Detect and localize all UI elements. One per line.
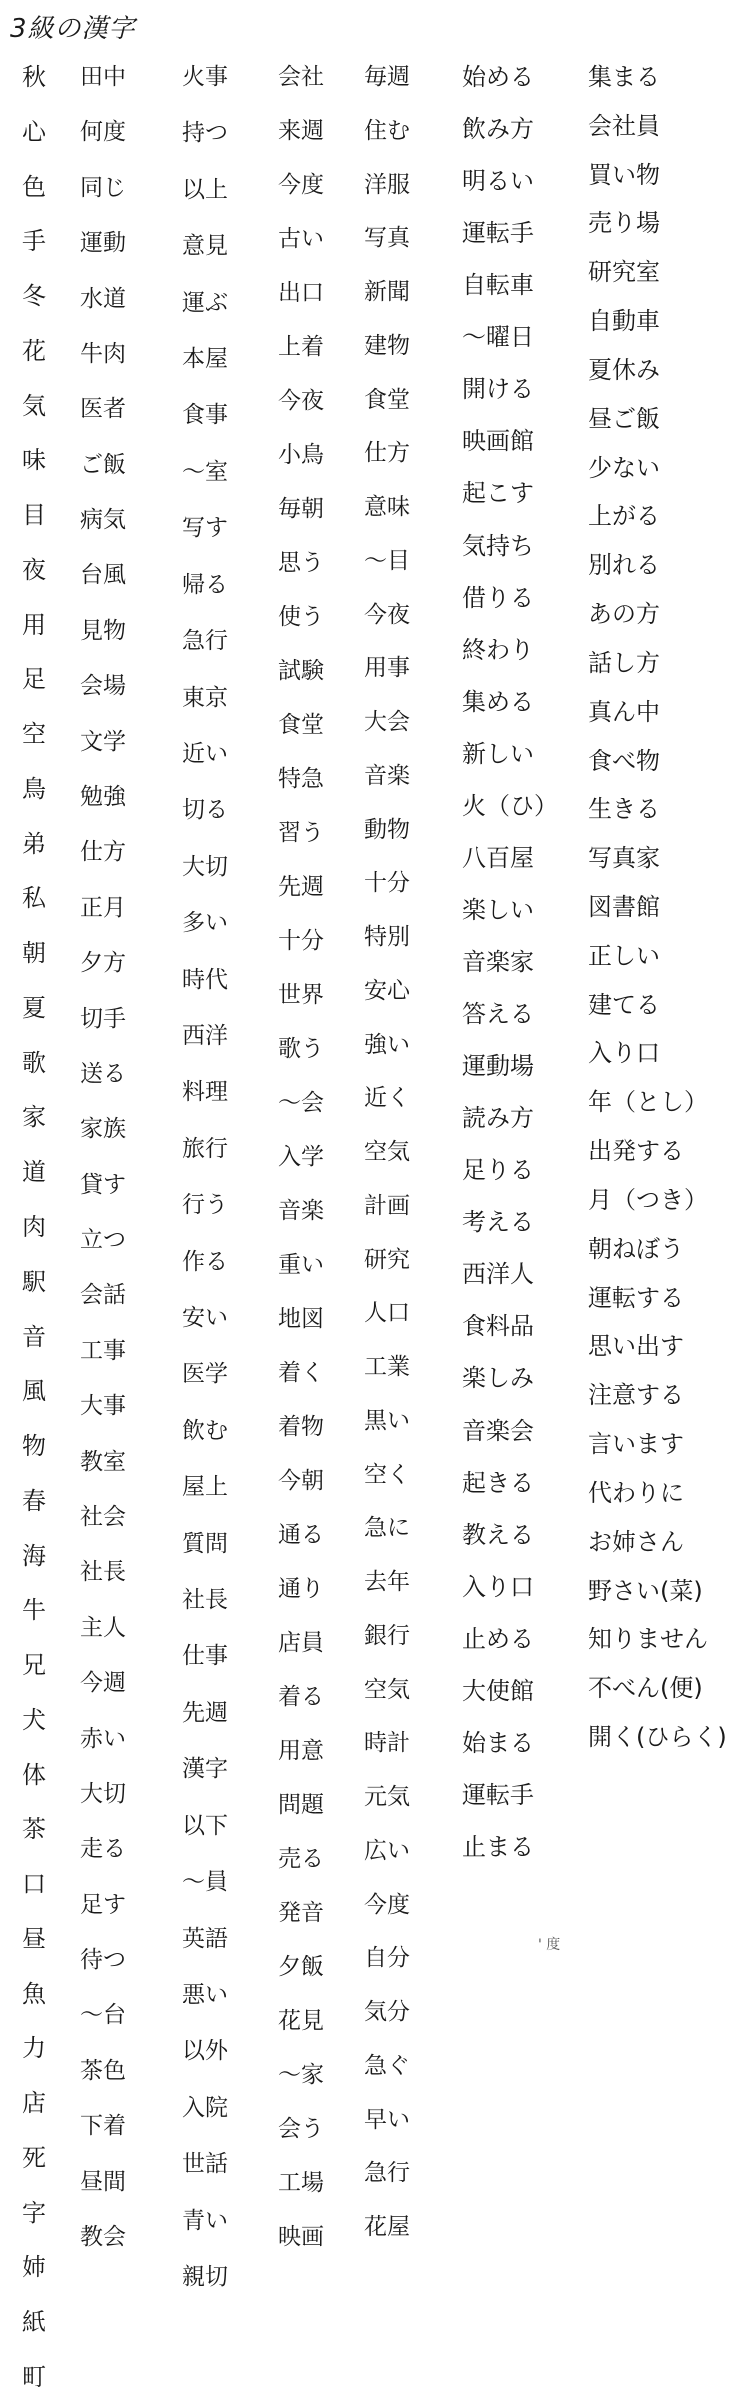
vocab-item: 話し方 [588,649,660,677]
vocab-item: 意味 [364,494,410,520]
vocab-item: 作る [182,1249,228,1275]
vocab-item: 会話 [80,1282,126,1308]
vocab-item: ～員 [182,1869,228,1895]
vocab-item: 歌 [22,1049,46,1077]
vocab-item: 早い [364,2107,410,2133]
vocab-item: 勉強 [80,784,126,810]
vocab-item: ～会 [278,1090,324,1116]
vocab-item: 花屋 [364,2214,410,2240]
vocab-item: 家 [22,1103,46,1131]
vocab-item: 火（ひ） [462,792,558,820]
vocab-item: 駅 [22,1268,46,1296]
vocab-item: 空 [22,720,46,748]
vocab-item: 運動場 [462,1052,534,1080]
vocab-item: 今週 [80,1670,126,1696]
vocab-item: 料理 [182,1079,228,1105]
vocab-item: 夕方 [80,950,126,976]
vocab-item: 色 [22,173,46,201]
vocab-item: 以上 [182,177,228,203]
vocab-item: 十分 [278,928,324,954]
vocab-item: 味 [22,446,46,474]
vocab-item: 急ぐ [364,2053,410,2079]
vocab-item: 入院 [182,2095,228,2121]
vocab-item: ～曜日 [462,323,534,351]
vocab-item: 通り [278,1576,324,1602]
vocab-item: 飲み方 [462,115,534,143]
vocab-item: 英語 [182,1926,228,1952]
vocab-item: 今夜 [278,388,324,414]
vocab-item: 出発する [588,1137,684,1165]
vocab-item: 医者 [80,396,126,422]
vocab-item: 食べ物 [588,747,660,775]
vocab-item: 目 [22,501,46,529]
vocab-item: 動物 [364,817,410,843]
vocab-item: 言います [588,1430,684,1458]
vocab-item: 待つ [80,1947,126,1973]
vocab-item: 下着 [80,2113,126,2139]
vocab-item: 運転する [588,1284,684,1312]
vocab-item: 重い [278,1252,324,1278]
vocab-item: 住む [364,118,410,144]
vocab-item: 弟 [22,830,46,858]
vocab-item: 口 [22,1870,46,1898]
vocab-item: 西洋 [182,1023,228,1049]
vocab-item: ご飯 [80,452,126,478]
vocab-item: 会社 [278,64,324,90]
vocab-item: 赤い [80,1726,126,1752]
vocab-item: 同じ [80,175,126,201]
vocab-item: 教室 [80,1449,126,1475]
vocab-item: 音楽家 [462,948,534,976]
vocab-item: 元気 [364,1784,410,1810]
vocab-item: 年（とし） [588,1088,708,1116]
vocab-item: 工場 [278,2170,324,2196]
vocab-item: 用事 [364,655,410,681]
vocab-item: 集まる [588,63,660,91]
vocab-item: 音楽 [278,1198,324,1224]
vocab-item: 意見 [182,233,228,259]
vocab-item: 八百屋 [462,844,534,872]
vocab-item: 今朝 [278,1468,324,1494]
vocab-item: 秋 [22,63,46,91]
vocab-item: 仕事 [182,1643,228,1669]
vocab-item: 大切 [182,854,228,880]
vocab-item: 急行 [364,2160,410,2186]
vocab-item: 空く [364,1462,410,1488]
vocab-item: 代わりに [588,1479,684,1507]
vocab-item: 風 [22,1377,46,1405]
vocab-item: 急行 [182,628,228,654]
vocab-item: 食料品 [462,1312,534,1340]
vocab-item: 写真 [364,225,410,251]
vocab-item: 字 [22,2199,46,2227]
vocab-item: 止まる [462,1833,534,1861]
vocab-item: 使う [278,604,324,630]
vocab-item: 借りる [462,584,534,612]
vocab-item: 新しい [462,740,534,768]
vocab-item: 本屋 [182,346,228,372]
vocab-item: 主人 [80,1615,126,1641]
vocab-item: 起きる [462,1469,534,1497]
vocab-item: 見物 [80,618,126,644]
vocab-item: 大事 [80,1393,126,1419]
vocab-item: 用意 [278,1738,324,1764]
vocab-item: 食堂 [364,387,410,413]
vocab-item: 新聞 [364,279,410,305]
vocab-item: 牛肉 [80,341,126,367]
vocab-item: 黒い [364,1408,410,1434]
vocab-item: 会う [278,2116,324,2142]
vocab-item: 不べん(便) [588,1674,703,1702]
vocab-item: 洋服 [364,172,410,198]
vocab-item: 牛 [22,1596,46,1624]
vocab-item: 多い [182,910,228,936]
vocab-item: 去年 [364,1569,410,1595]
vocab-item: 物 [22,1432,46,1460]
page-title: 3級の漢字 [10,14,136,44]
vocab-item: 十分 [364,870,410,896]
vocab-item: 時計 [364,1730,410,1756]
vocab-item: 別れる [588,551,660,579]
vocab-item: 来週 [278,118,324,144]
vocab-item: 気 [22,392,46,420]
vocab-item: 映画館 [462,427,534,455]
vocab-item: 西洋人 [462,1260,534,1288]
vocab-item: 始める [462,63,534,91]
vocab-item: 青い [182,2208,228,2234]
vocab-item: 近く [364,1085,410,1111]
vocab-item: 気分 [364,1999,410,2025]
vocab-item: 思う [278,550,324,576]
vocab-item: 人口 [364,1300,410,1326]
vocab-item: 大使館 [462,1677,534,1705]
vocab-item: 着物 [278,1414,324,1440]
vocab-item: ～目 [364,548,410,574]
vocab-item: 起こす [462,479,534,507]
vocab-item: 力 [22,2034,46,2062]
vocab-item: 急に [364,1515,410,1541]
vocab-item: 開ける [462,375,534,403]
vocab-item: 上がる [588,502,660,530]
vocab-item: 社長 [80,1559,126,1585]
vocab-item: 私 [22,884,46,912]
vocab-item: 月（つき） [588,1186,708,1214]
vocab-item: 火事 [182,64,228,90]
vocab-item: 用 [22,611,46,639]
stray-mark: ' 度 [538,1937,561,1953]
vocab-item: 東京 [182,685,228,711]
vocab-item: 先週 [182,1700,228,1726]
vocab-item: 正月 [80,895,126,921]
vocab-item: 時代 [182,967,228,993]
vocab-item: 今夜 [364,602,410,628]
vocab-item: 野さい(菜) [588,1577,703,1605]
vocab-item: 道 [22,1158,46,1186]
vocab-item: 集める [462,688,534,716]
vocab-item: 会場 [80,673,126,699]
vocab-item: 通る [278,1522,324,1548]
vocab-item: 先週 [278,874,324,900]
vocab-item: 以外 [182,2038,228,2064]
vocab-item: 世界 [278,982,324,1008]
vocab-item: 安い [182,1305,228,1331]
vocab-item: 自転車 [462,271,534,299]
vocab-item: 習う [278,820,324,846]
vocab-item: 肉 [22,1213,46,1241]
vocab-item: 安心 [364,978,410,1004]
vocab-item: 正しい [588,942,660,970]
vocab-item: 冬 [22,282,46,310]
vocab-item: 足す [80,1892,126,1918]
vocab-item: 毎朝 [278,496,324,522]
vocab-item: 体 [22,1761,46,1789]
vocab-item: 田中 [80,64,126,90]
vocab-item: 自分 [364,1945,410,1971]
vocab-item: 教会 [80,2224,126,2250]
vocab-item: 写真家 [588,844,660,872]
vocab-item: 店員 [278,1630,324,1656]
vocab-item: 入り口 [462,1573,534,1601]
vocab-item: 貸す [80,1172,126,1198]
vocab-item: 研究室 [588,258,660,286]
vocab-item: 夜 [22,556,46,584]
vocab-item: 自動車 [588,307,660,335]
vocab-item: 音楽 [364,763,410,789]
vocab-item: 犬 [22,1706,46,1734]
vocab-item: 心 [22,118,46,146]
vocab-item: 食事 [182,402,228,428]
vocab-item: 漢字 [182,1756,228,1782]
vocab-item: 家族 [80,1116,126,1142]
vocab-item: 着る [278,1684,324,1710]
vocab-item: 音楽会 [462,1417,534,1445]
vocab-item: 工業 [364,1354,410,1380]
vocab-item: 運転手 [462,219,534,247]
vocab-item: 着く [278,1360,324,1386]
vocab-item: 上着 [278,334,324,360]
vocab-item: 入り口 [588,1039,660,1067]
vocab-item: 持つ [182,120,228,146]
vocab-item: 町 [22,2363,46,2391]
vocab-item: 気持ち [462,532,534,560]
vocab-item: 紙 [22,2308,46,2336]
vocab-item: 建てる [588,991,660,1019]
vocab-item: 大切 [80,1781,126,1807]
vocab-item: 死 [22,2144,46,2172]
vocab-item: 運動 [80,230,126,256]
vocab-item: 真ん中 [588,698,660,726]
vocab-item: 水道 [80,286,126,312]
vocab-item: 楽しみ [462,1364,534,1392]
vocab-item: 読み方 [462,1104,534,1132]
vocab-item: 質問 [182,1531,228,1557]
vocab-item: 教える [462,1521,534,1549]
vocab-item: あの方 [588,600,660,628]
vocab-item: 銀行 [364,1623,410,1649]
vocab-item: 運ぶ [182,290,228,316]
vocab-item: 広い [364,1838,410,1864]
vocab-item: 行う [182,1192,228,1218]
vocab-item: 発音 [278,1900,324,1926]
vocab-item: 思い出す [588,1332,684,1360]
vocab-item: 姉 [22,2253,46,2281]
vocab-item: 病気 [80,507,126,533]
vocab-item: 地図 [278,1306,324,1332]
vocab-item: ～室 [182,459,228,485]
vocab-item: 空気 [364,1677,410,1703]
vocab-item: 夕飯 [278,1954,324,1980]
vocab-item: 送る [80,1061,126,1087]
vocab-item: 映画 [278,2224,324,2250]
vocab-item: 工事 [80,1338,126,1364]
vocab-item: 入学 [278,1144,324,1170]
vocab-item: 切手 [80,1006,126,1032]
vocab-item: 音 [22,1323,46,1351]
vocab-item: 強い [364,1032,410,1058]
vocab-item: 知りません [588,1625,708,1653]
vocab-item: 茶色 [80,2058,126,2084]
vocab-item: 文学 [80,729,126,755]
vocab-item: 店 [22,2089,46,2117]
vocab-item: 春 [22,1487,46,1515]
vocab-item: 終わり [462,636,534,664]
vocab-item: 飲む [182,1418,228,1444]
vocab-item: 昼ご飯 [588,405,660,433]
vocab-item: 答える [462,1000,534,1028]
vocab-item: 鳥 [22,775,46,803]
vocab-item: 建物 [364,333,410,359]
vocab-item: 花 [22,337,46,365]
vocab-item: ～台 [80,2002,126,2028]
vocab-item: 食堂 [278,712,324,738]
vocab-item: 近い [182,741,228,767]
vocab-item: 屋上 [182,1474,228,1500]
vocab-item: 問題 [278,1792,324,1818]
vocab-item: ～家 [278,2062,324,2088]
vocab-item: 手 [22,227,46,255]
vocab-item: 魚 [22,1980,46,2008]
vocab-item: 試験 [278,658,324,684]
vocab-item: 始まる [462,1729,534,1757]
vocab-item: 足 [22,665,46,693]
vocab-item: 走る [80,1836,126,1862]
vocab-item: 朝 [22,939,46,967]
vocab-item: 歌う [278,1036,324,1062]
vocab-item: 生きる [588,795,660,823]
vocab-item: 何度 [80,119,126,145]
vocab-item: 特別 [364,924,410,950]
vocab-item: 台風 [80,562,126,588]
vocab-item: お姉さん [588,1528,684,1556]
vocab-item: 研究 [364,1247,410,1273]
vocab-item: 小鳥 [278,442,324,468]
vocab-item: 売る [278,1846,324,1872]
vocab-item: 世話 [182,2151,228,2177]
vocab-item: 仕方 [364,440,410,466]
vocab-item: 夏 [22,994,46,1022]
vocab-item: 運転手 [462,1781,534,1809]
vocab-item: 悪い [182,1982,228,2008]
vocab-item: 毎週 [364,64,410,90]
vocab-item: 開く(ひらく) [588,1723,727,1751]
vocab-item: 仕方 [80,839,126,865]
vocab-item: 花見 [278,2008,324,2034]
vocab-item: 会社員 [588,112,660,140]
vocab-item: 足りる [462,1156,534,1184]
vocab-item: 買い物 [588,161,660,189]
vocab-item: 今度 [364,1892,410,1918]
vocab-item: 図書館 [588,893,660,921]
vocab-item: 兄 [22,1651,46,1679]
vocab-item: 今度 [278,172,324,198]
vocab-item: 海 [22,1542,46,1570]
vocab-item: 夏休み [588,356,660,384]
vocab-item: 茶 [22,1815,46,1843]
vocab-item: 注意する [588,1381,684,1409]
vocab-item: 楽しい [462,896,534,924]
vocab-item: 大会 [364,709,410,735]
vocab-item: 少ない [588,454,660,482]
vocab-item: 写す [182,515,228,541]
vocab-item: 出口 [278,280,324,306]
vocab-item: 親切 [182,2264,228,2290]
vocab-item: 特急 [278,766,324,792]
vocab-item: 社長 [182,1587,228,1613]
vocab-item: 計画 [364,1193,410,1219]
vocab-item: 空気 [364,1139,410,1165]
vocab-item: 旅行 [182,1136,228,1162]
vocab-item: 古い [278,226,324,252]
vocab-item: 以下 [182,1813,228,1839]
vocab-item: 切る [182,797,228,823]
vocab-item: 明るい [462,167,534,195]
vocab-item: 昼間 [80,2169,126,2195]
vocab-item: 止める [462,1625,534,1653]
vocab-item: 立つ [80,1227,126,1253]
vocab-item: 医学 [182,1361,228,1387]
vocab-item: 昼 [22,1925,46,1953]
vocab-item: 売り場 [588,209,660,237]
vocab-item: 考える [462,1208,534,1236]
vocab-item: 朝ねぼう [588,1235,684,1263]
vocab-item: 社会 [80,1504,126,1530]
vocab-item: 帰る [182,572,228,598]
